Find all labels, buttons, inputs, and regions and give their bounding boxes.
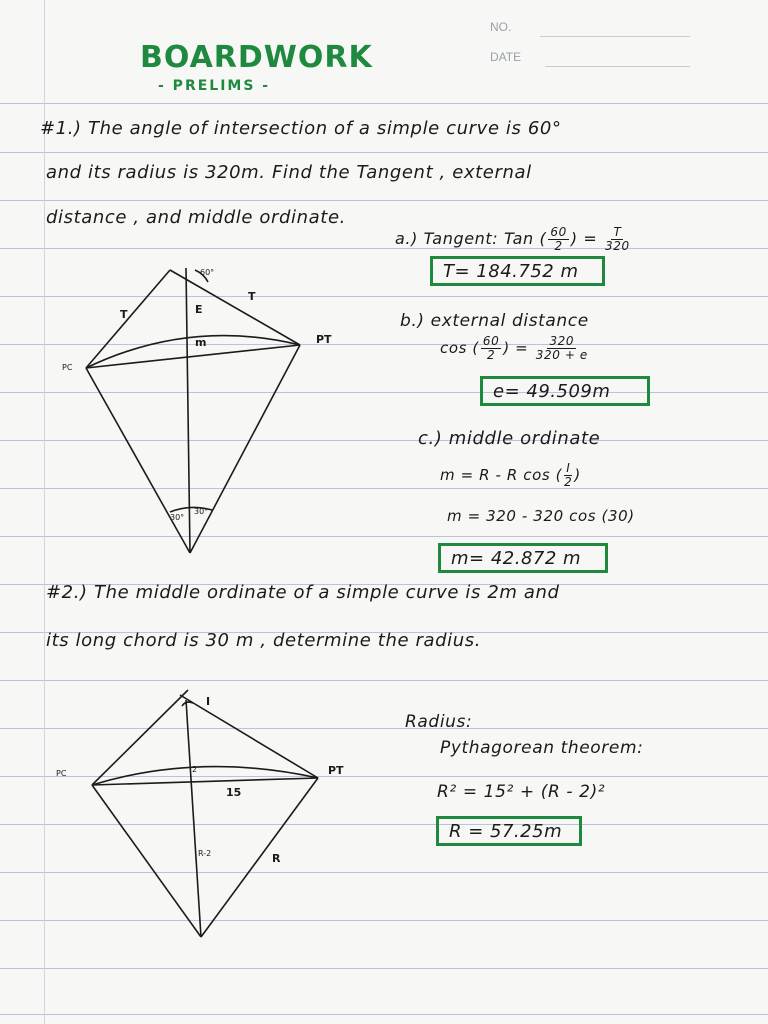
part-c-close: ) bbox=[574, 466, 581, 484]
pythagorean-equation: R² = 15² + (R - 2)² bbox=[437, 782, 606, 802]
date-label: DATE bbox=[490, 50, 522, 64]
part-b-num: 60 bbox=[482, 334, 500, 348]
problem2-line2: its long chord is 30 m , determine the radius. bbox=[46, 630, 482, 651]
part-b-den: 2 bbox=[486, 348, 496, 362]
part-c-label: c.) middle ordinate bbox=[418, 428, 601, 449]
center-line bbox=[186, 268, 190, 553]
no-label: NO. bbox=[490, 20, 512, 34]
part-c-answer: m= 42.872 m bbox=[438, 543, 608, 573]
part-a-answer: T= 184.752 m bbox=[430, 256, 605, 286]
part-a-num: 60 bbox=[550, 225, 567, 239]
diagram1-T-left: T bbox=[120, 308, 128, 321]
tangent-left-line-2 bbox=[92, 690, 188, 785]
radius-right-line-2 bbox=[201, 778, 318, 937]
diagram1-E: E bbox=[195, 303, 203, 316]
diagram2-fifteen: 15 bbox=[226, 786, 242, 799]
diagram1-angle-left: 30° bbox=[170, 513, 185, 522]
page-title: BOARDWORK bbox=[140, 40, 373, 75]
part-a-den: 2 bbox=[554, 239, 563, 253]
diagram1-angle-right: 30° bbox=[194, 507, 209, 516]
diagram2-I: I bbox=[206, 695, 211, 708]
part-a-eq: ) = bbox=[570, 229, 598, 248]
part-a-rhs-den: 320 bbox=[605, 239, 630, 253]
long-chord-line-2 bbox=[92, 778, 318, 785]
part-b-eq: ) = bbox=[503, 339, 529, 357]
diagram1-PC: PC bbox=[62, 363, 73, 372]
center-line-2 bbox=[186, 700, 201, 937]
part-a-rhs-num: T bbox=[613, 225, 622, 239]
diagram2-R: R bbox=[272, 852, 281, 865]
diagram-2 bbox=[92, 690, 318, 937]
tangent-right-line-2 bbox=[180, 695, 318, 778]
radius-answer: R = 57.25m bbox=[436, 816, 582, 846]
part-b-rhs-den: 320 + e bbox=[535, 348, 588, 362]
part-c-formula-text: m = R - R cos ( bbox=[440, 466, 563, 484]
radius-left-line bbox=[86, 368, 190, 553]
problem1-line1: #1.) The angle of intersection of a simple curve is 60° bbox=[40, 118, 562, 139]
page-subtitle: - PRELIMS - bbox=[158, 78, 271, 94]
tangent-left-line bbox=[86, 270, 170, 368]
tangent-right-line bbox=[170, 270, 300, 345]
part-b-label: b.) external distance bbox=[400, 311, 589, 331]
diagram1-m: m bbox=[195, 336, 207, 349]
part-b-rhs-num: 320 bbox=[549, 334, 575, 348]
problem2-line1: #2.) The middle ordinate of a simple curve is 2m and bbox=[46, 582, 560, 603]
intersection-angle-arc-2 bbox=[182, 702, 193, 706]
diagram-1 bbox=[86, 268, 300, 553]
radius-right-line bbox=[190, 345, 300, 553]
problem1-line3: distance , and middle ordinate. bbox=[46, 207, 346, 228]
radius-left-line-2 bbox=[92, 785, 201, 937]
part-c-num: I bbox=[566, 461, 571, 475]
diagram2-PC: PC bbox=[56, 769, 67, 778]
theorem-label: Pythagorean theorem: bbox=[440, 738, 644, 758]
part-c-den: 2 bbox=[564, 475, 573, 489]
long-chord-line bbox=[86, 345, 300, 368]
part-b-cos: cos ( bbox=[440, 339, 479, 357]
diagram1-PT: PT bbox=[316, 333, 332, 346]
diagram1-angle-top: 60° bbox=[200, 268, 215, 277]
diagram2-R-minus-2: R-2 bbox=[198, 849, 212, 858]
problem1-line2: and its radius is 320m. Find the Tangent , external bbox=[46, 162, 532, 183]
diagram2-two: 2 bbox=[192, 765, 198, 774]
diagram2-PT: PT bbox=[328, 764, 344, 777]
part-b-answer: e= 49.509m bbox=[480, 376, 650, 406]
part-c-substitution: m = 320 - 320 cos (30) bbox=[447, 507, 635, 525]
radius-label: Radius: bbox=[405, 712, 473, 732]
diagram1-T-right: T bbox=[248, 290, 256, 303]
part-a-label: a.) Tangent: Tan ( bbox=[395, 229, 547, 248]
curve-arc bbox=[86, 336, 300, 368]
